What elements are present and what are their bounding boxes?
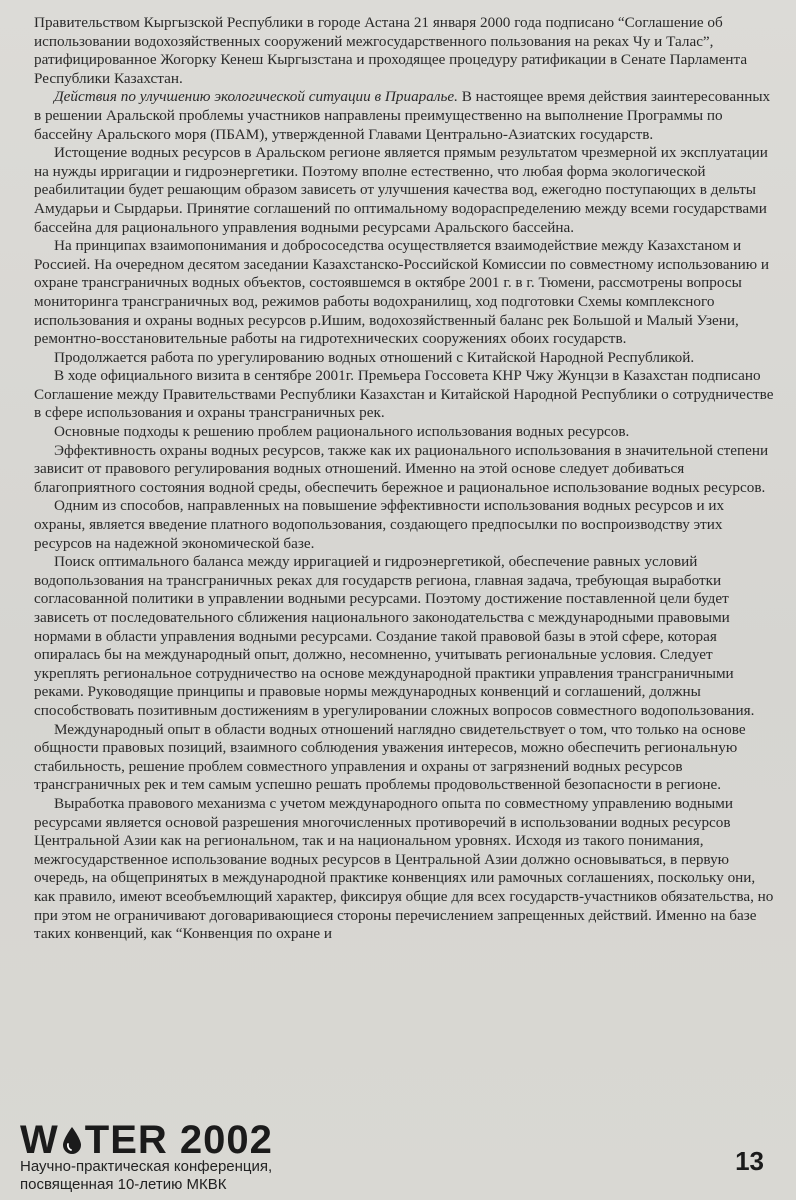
paragraph-9: Одним из способов, направленных на повышение эффективности использования водных ресурсов и их охраны, является введение платного водопользования, создающего предпосылки по воспроизводству этих ресурсов на надежной экономической базе. xyxy=(34,497,725,552)
paragraph-2-lead: Действия по улучшению экологической ситуации в Приаралье. xyxy=(54,88,458,106)
article-body xyxy=(34,14,774,944)
paragraph-7: Основные подходы к решению проблем рационального использования водных ресурсов. xyxy=(54,423,630,441)
paragraph-6: В ходе официального визита в сентябре 2001г. Премьера Госсовета КНР Чжу Жунцзи в Казахстан подписано Соглашение между Правительствами Республики Казахстан и Китайской Народной Республики о сотрудничестве в сфере использования и охраны трансграничных рек. xyxy=(34,367,774,422)
paragraph-2-text: В настоящее время действия заинтересованных в решении Аральской проблемы участников направлены преимущественно на выполнение Программы по бассейну Аральского моря (ПБАМ), утвержденной Главами Центрально-Азиатских государств. xyxy=(34,88,771,143)
water-drop-icon xyxy=(61,1126,83,1156)
paragraph-4: На принципах взаимопонимания и добрососедства осуществляется взаимодействие между Казахстаном и Россией. На очередном десятом заседании Казахстанско-Российской Комиссии по совместному использованию и охране трансграничных водных объектов, состоявшемся в октябре 2001 г. в г. Тюмени, рассмотрены вопросы мониторинга трансграничных вод, режимов работы водохранилищ, ход подготовки Схемы комплексного использования и охраны водных ресурсов р.Ишим, водохозяйственный баланс рек Большой и Малый Узени, ремонтно-восстановительные работы на гидротехнических сооружениях обоих государств. xyxy=(34,237,770,348)
page-number: 13 xyxy=(735,1146,764,1176)
paragraph-10: Поиск оптимального баланса между ирригацией и гидроэнергетикой, обеспечение равных условий водопользования на трансграничных реках для государств региона, главная задача, требующая выработки согласованной политики в управлении водными ресурсами. Поэтому достижение поставленной цели будет зависеть от последовательного сближения национального законодательства с международными правовыми нормами в области управления водными ресурсами. Создание такой правовой базы в этой сфере, которая опиралась бы на международный опыт, должно, несомненно, учитывать региональные условия. Следует укреплять региональное сотрудничество на основе международной практики управления трансграничными реками. Руководящие принципы и правовые нормы международных конвенций и соглашений, должны способствовать позитивным достижениям в урегулировании сложных вопросов совместного водопользования. xyxy=(34,553,755,719)
paragraph-8: Эффективность охраны водных ресурсов, также как их рационального использования в значительной степени зависит от правового регулирования водных отношений. Именно на этой основе следует добиваться благоприятного состояния водной среды, обеспечить бережное и рациональное использование водных ресурсов. xyxy=(34,441,769,496)
logo-prefix: W xyxy=(20,1118,59,1162)
conference-subtitle-line-2: посвященная 10-летию МКВК xyxy=(20,1176,227,1193)
water-2002-logo xyxy=(20,1120,273,1160)
logo-suffix: TER 2002 xyxy=(84,1118,273,1162)
paragraph-1: Правительством Кыргызской Республики в городе Астана 21 января 2000 года подписано “Соглашение об использовании водохозяйственных сооружений межгосударственного пользования на реках Чу и Талас”, ратифицированное Жогорку Кенеш Кыргызстана и проходящее процедуру ратификации в Сенате Парламента Республики Казахстан. xyxy=(34,14,748,87)
paragraph-2 xyxy=(34,88,774,144)
paragraph-3: Истощение водных ресурсов в Аральском регионе является прямым результатом чрезмерной их эксплуатации на нужды ирригации и гидроэнергетики. Поэтому вполне естественно, что любая форма экологической реабилитации будет решающим образом зависеть от улучшения качества вод, ежегодно поступающих в дельты Амударьи и Сырдарьи. Принятие соглашений по оптимальному водораспределению между всеми государствами бассейна для рационального управления водными ресурсами Аральского бассейна. xyxy=(34,144,768,236)
conference-subtitle-line-1: Научно-практическая конференция, xyxy=(20,1158,273,1175)
paragraph-11: Международный опыт в области водных отношений наглядно свидетельствует о том, что только на основе общности правовых позиций, взаимного соблюдения уважения интересов, можно обеспечить региональную стабильность, решение проблем совместного управления и охраны от загрязнений водных ресурсов трансграничных рек и тем самым успешно решать проблемы продовольственной безопасности в регионе. xyxy=(34,720,746,794)
conference-subtitle xyxy=(20,1158,272,1194)
paragraph-5: Продолжается работа по урегулированию водных отношений с Китайской Народной Республикой. xyxy=(54,348,695,366)
paragraph-12: Выработка правового механизма с учетом международного опыта по совместному управлению водными ресурсами является основой разрешения многочисленных противоречий в использовании водных ресурсов Центральной Азии как на региональном, так и на национальном уровнях. Исходя из такого понимания, межгосударственное использование водных ресурсов в Центральной Азии должно основываться, в первую очередь, на общепринятых в международной практике конвенциях или рамочных соглашениях, поскольку они, как правило, имеют всеобъемлющий характер, фиксируя общие для всех государств-участников обязательства, но при этом не ограничивают договаривающиеся стороны перечислением запрещенных действий. Именно на базе таких конвенций, как “Конвенция по охране и xyxy=(34,794,774,943)
